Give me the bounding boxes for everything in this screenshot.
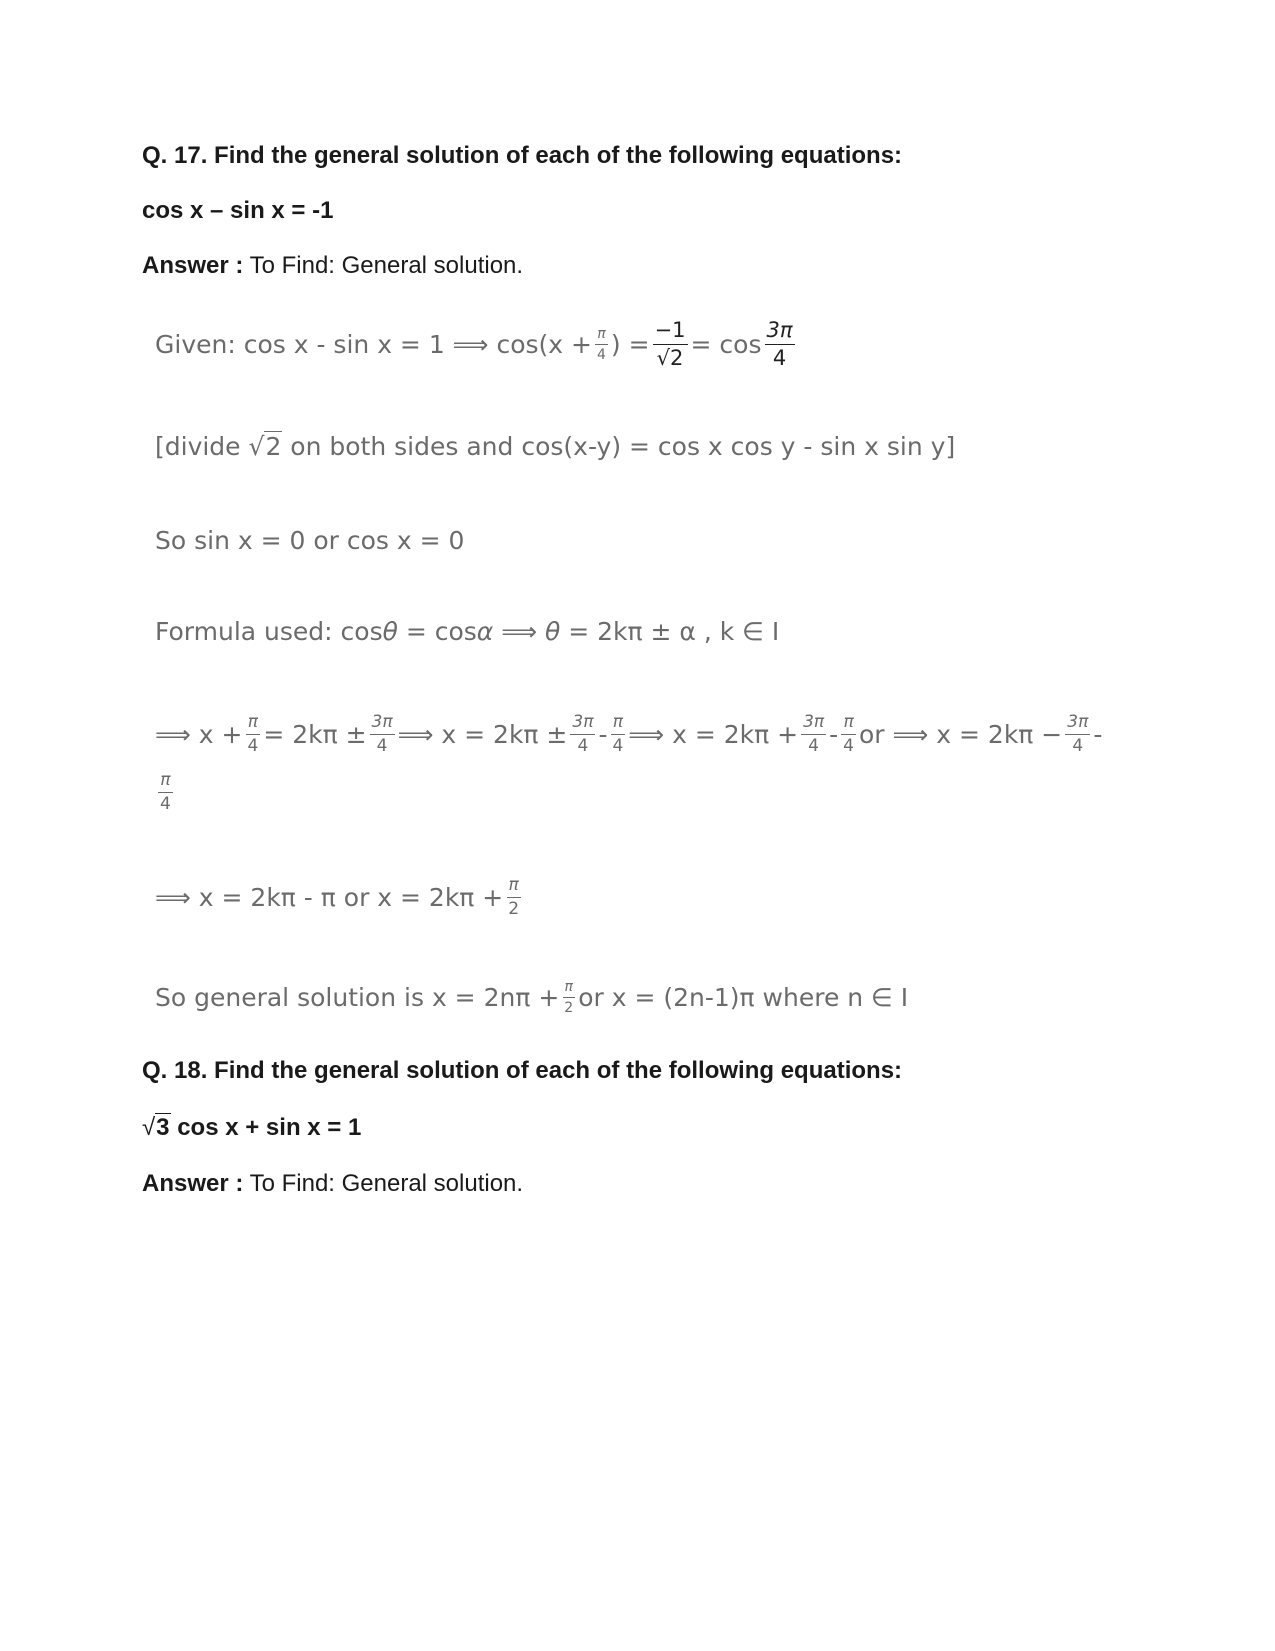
fraction-3pi-over-4: $\frac{3\pi}{4}$ <box>371 711 393 756</box>
q18-heading <box>142 1057 902 1085</box>
q17-equation: cos x – sin x = -1 <box>142 197 334 224</box>
so-line: So sin x = 0 or cos x = 0 <box>155 526 465 555</box>
q18-equation: √3 cos x + sin x = 1 <box>142 1114 362 1141</box>
answer-label: Answer : <box>142 1170 244 1197</box>
fraction-pi-over-4: $\frac{\pi}{4}$ <box>596 325 606 363</box>
sqrt-symbol: √2 <box>248 432 282 461</box>
fraction-3pi-over-4: $\frac{3\pi}{4}$ <box>803 711 825 756</box>
fraction-3pi-over-4: $\frac{3\pi}{4}$ <box>766 317 793 370</box>
fraction-3pi-over-4: $\frac{3\pi}{4}$ <box>572 711 594 756</box>
fraction-pi-over-4: $\frac{\pi}{4}$ <box>843 711 854 756</box>
formula-line: Formula used: cosθ = cosα ⟹ θ = 2kπ ± α , k ∈ I <box>155 617 780 646</box>
fraction-pi-over-2: $\frac{\pi}{2}$ <box>564 978 574 1016</box>
given-prefix: Given: cos x - sin x = 1 ⟹ cos(x + <box>155 329 592 359</box>
divide-line: [divide √2 on both sides and cos(x-y) = cos x cos y - sin x sin y] <box>155 432 956 461</box>
q17-heading: Q. 17. Find the general solution of each of the following equations: <box>142 142 903 169</box>
fraction-pi-over-4: $\frac{\pi}{4}$ <box>160 769 171 814</box>
step-line-a-wrap <box>155 764 176 820</box>
answer-label: Answer : <box>142 252 244 279</box>
step-line-a: ⟹ x + $\frac{\pi}{4}$ = 2kπ ± $\frac{3\pi}{4}$ ⟹ x = 2kπ ± $\frac{3\pi}{4}$ - $\frac{\pi}{4}$ ⟹ x = 2kπ + $\frac{3\pi}{4}$ - $\frac{\pi}{4}$ or ⟹ x = 2kπ − $\frac{3\pi}{4}$ - <box>155 711 1103 756</box>
q18-heading-text: Find the general solution of each of the following equations: <box>214 1057 903 1084</box>
general-solution-line: So general solution is x = 2nπ + $\frac{\pi}{2}$ or x = (2n-1)π where n ∈ I <box>155 978 909 1016</box>
given-line <box>155 312 798 376</box>
q18-answer <box>142 1170 523 1198</box>
q17-answer <box>142 252 523 280</box>
fraction-pi-over-4: $\frac{\pi}{4}$ <box>612 711 624 756</box>
step-line-b: ⟹ x = 2kπ - π or x = 2kπ + $\frac{\pi}{2}$ <box>155 874 520 919</box>
fraction-pi-over-2: $\frac{\pi}{2}$ <box>508 874 520 919</box>
answer-text: To Find: General solution. <box>249 252 524 279</box>
answer-text: To Find: General solution. <box>249 1170 524 1197</box>
fraction-neg1-over-root2: $\frac{-1}{√2}$ <box>654 317 686 370</box>
given-mid1: ) = <box>610 329 650 359</box>
sqrt-symbol: √3 <box>142 1114 170 1141</box>
given-mid2: = cos <box>690 329 762 359</box>
fraction-pi-over-4: $\frac{\pi}{4}$ <box>247 711 259 756</box>
fraction-3pi-over-4: $\frac{3\pi}{4}$ <box>1067 711 1089 756</box>
q18-number: Q. 18. <box>142 1057 208 1084</box>
